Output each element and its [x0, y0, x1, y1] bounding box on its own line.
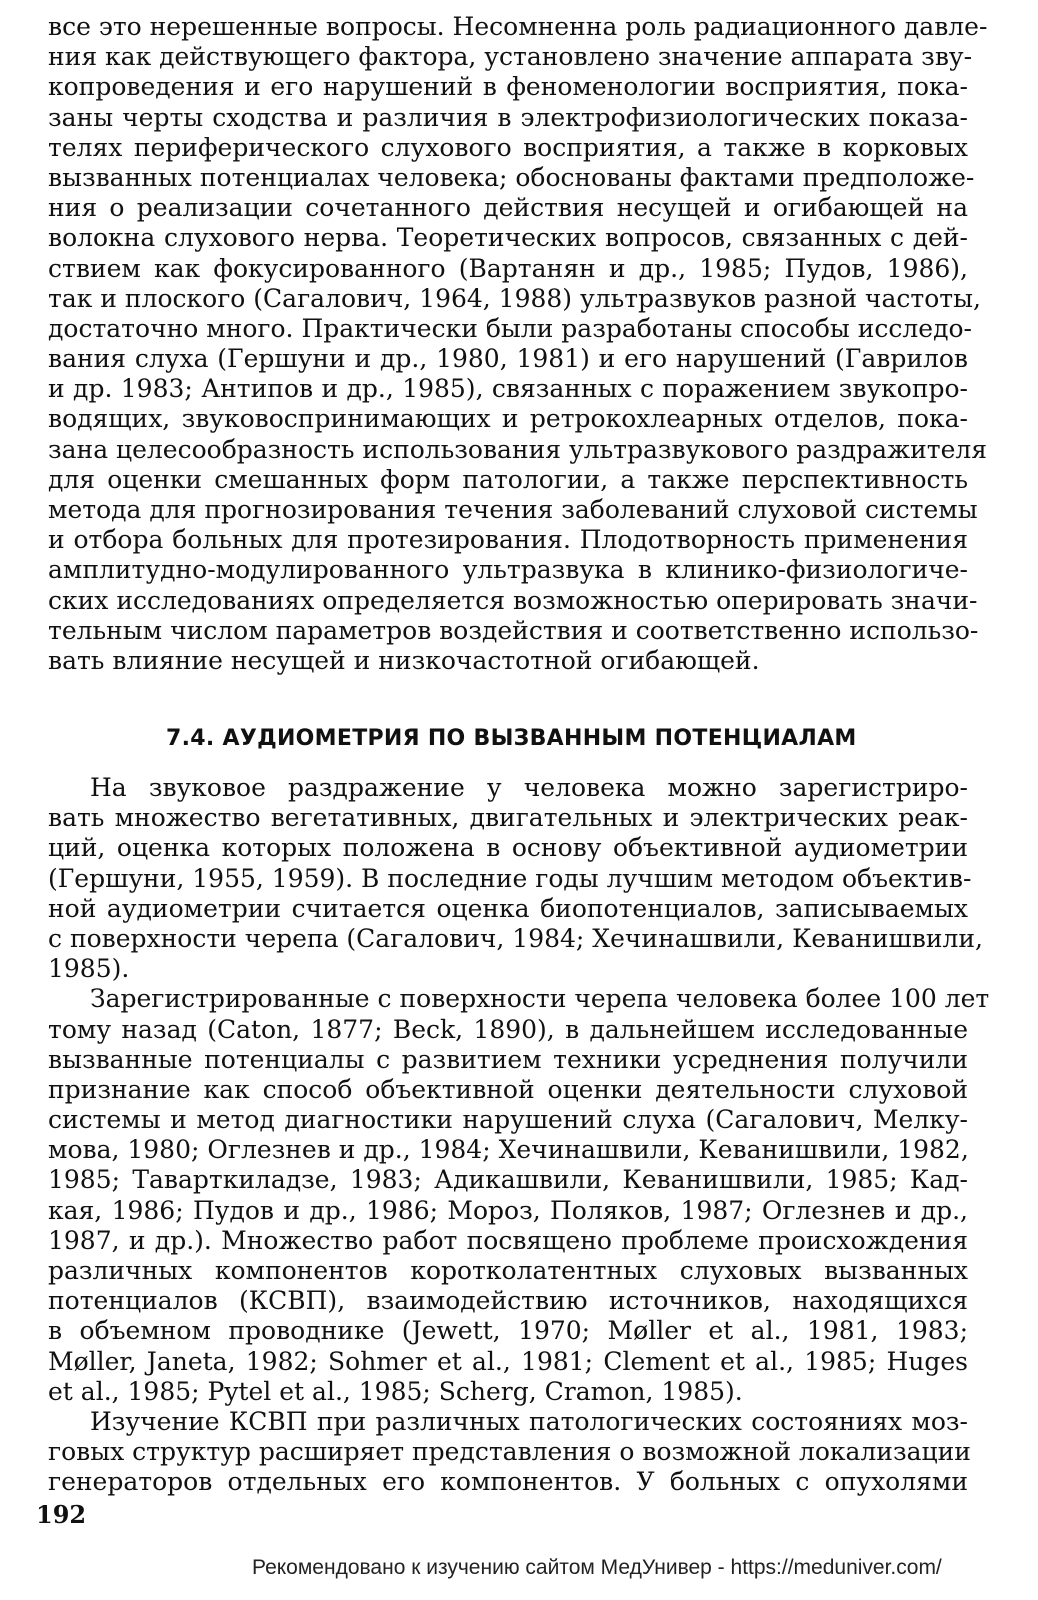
text-line: ной аудиометрии считается оценка биопотенциалов, записываемых: [48, 893, 968, 923]
text-line: амплитудно-модулированного ультразвука в клинико-физиологиче-: [48, 555, 968, 585]
page-number: 192: [36, 1500, 87, 1529]
text-line: Зарегистрированные с поверхности черепа человека более 100 лет: [90, 984, 990, 1014]
text-line: ствием как фокусированного (Вартанян и др., 1985; Пудов, 1986),: [48, 253, 968, 283]
paragraph-2: [48, 773, 983, 984]
text-line: говых структур расширяет представления о возможной локализации: [48, 1437, 971, 1467]
section-heading: 7.4. АУДИОМЕТРИЯ ПО ВЫЗВАННЫМ ПОТЕНЦИАЛАМ: [166, 726, 857, 751]
text-line: 1987, и др.). Множество работ посвящено проблеме происхождения: [48, 1225, 968, 1255]
text-line: зана целесообразность использования ультразвукового раздражителя: [48, 434, 988, 464]
text-line: генераторов отдельных его компонентов. У больных с опухолями: [48, 1467, 968, 1497]
text-line: ния как действующего фактора, установлено значение аппарата зву-: [48, 42, 973, 72]
text-line: системы и метод диагностики нарушений слуха (Сагалович, Мелку-: [48, 1105, 968, 1135]
text-line: для оценки смешанных форм патологии, а также перспективность: [48, 464, 968, 494]
text-line: с поверхности черепа (Сагалович, 1984; Хечинашвили, Кеванишвили,: [48, 923, 983, 953]
text-line: ния о реализации сочетанного действия несущей и огибающей на: [48, 193, 968, 223]
text-line: вызванных потенциалах человека; обоснованы фактами предположе-: [48, 162, 975, 192]
text-line: вания слуха (Гершуни и др., 1980, 1981) и его нарушений (Гаврилов: [48, 344, 968, 374]
text-line: волокна слухового нерва. Теоретических вопросов, связанных с дей-: [48, 223, 968, 253]
text-line: в объемном проводнике (Jewett, 1970; Møller et al., 1981, 1983;: [48, 1316, 968, 1346]
text-line: 1985).: [48, 954, 130, 984]
text-line: ских исследованиях определяется возможностью оперировать значи-: [48, 585, 978, 615]
text-line: ций, оценка которых положена в основу объективной аудиометрии: [48, 833, 968, 863]
paragraph-1: [48, 12, 988, 676]
text-line: достаточно много. Практически были разработаны способы исследо-: [48, 313, 972, 343]
text-line: кая, 1986; Пудов и др., 1986; Мороз, Поляков, 1987; Оглезнев и др.,: [48, 1195, 968, 1225]
footer-recommendation: Рекомендовано к изучению сайтом МедУнивер - https://meduniver.com/: [252, 1556, 942, 1579]
paragraph-4: [48, 1406, 971, 1498]
text-line: мова, 1980; Оглезнев и др., 1984; Хечинашвили, Кеванишвили, 1982,: [48, 1135, 969, 1165]
body-text: [48, 773, 990, 1498]
text-line: телях периферического слухового восприятия, а также в корковых: [48, 132, 968, 162]
text-line: так и плоского (Сагалович, 1964, 1988) ультразвуков разной частоты,: [48, 283, 981, 313]
text-line: и др. 1983; Антипов и др., 1985), связанных с поражением звукопро-: [48, 374, 968, 404]
text-line: копроведения и его нарушений в феноменологии восприятия, пока-: [48, 72, 968, 102]
text-line: признание как способ объективной оценки деятельности слуховой: [48, 1074, 968, 1104]
text-line: заны черты сходства и различия в электрофизиологических показа-: [48, 102, 968, 132]
text-line: Изучение КСВП при различных патологических состояниях моз-: [90, 1406, 968, 1436]
text-line: вызванные потенциалы с развитием техники усреднения получили: [48, 1044, 968, 1074]
text-line: и отбора больных для протезирования. Плодотворность применения: [48, 525, 968, 555]
text-line: На звуковое раздражение у человека можно зарегистриро-: [90, 773, 968, 802]
text-line: все это нерешенные вопросы. Несомненна роль радиационного давле-: [48, 12, 988, 41]
paragraph-3: [48, 984, 990, 1407]
text-line: потенциалов (КСВП), взаимодействию источников, находящихся: [48, 1286, 968, 1316]
text-line: вать множество вегетативных, двигательных и электрических реак-: [48, 803, 968, 833]
text-line: тельным числом параметров воздействия и соответственно использо-: [48, 615, 979, 645]
text-line: Møller, Janeta, 1982; Sohmer et al., 1981; Clement et al., 1985; Huges: [48, 1346, 968, 1376]
text-line: вать влияние несущей и низкочастотной огибающей.: [48, 645, 760, 675]
text-line: метода для прогнозирования течения заболеваний слуховой системы: [48, 495, 978, 524]
text-line: водящих, звуковоспринимающих и ретрокохлеарных отделов, пока-: [48, 404, 968, 434]
text-line: 1985; Таварткиладзе, 1983; Адикашвили, Кеванишвили, 1985; Кад-: [48, 1165, 968, 1195]
text-line: et al., 1985; Pytel et al., 1985; Scherg, Cramon, 1985).: [48, 1376, 743, 1406]
text-line: (Гершуни, 1955, 1959). В последние годы лучшим методом объектив-: [48, 863, 972, 893]
text-line: различных компонентов коротколатентных слуховых вызванных: [48, 1256, 968, 1285]
text-line: тому назад (Caton, 1877; Beck, 1890), в дальнейшем исследованные: [48, 1014, 968, 1044]
